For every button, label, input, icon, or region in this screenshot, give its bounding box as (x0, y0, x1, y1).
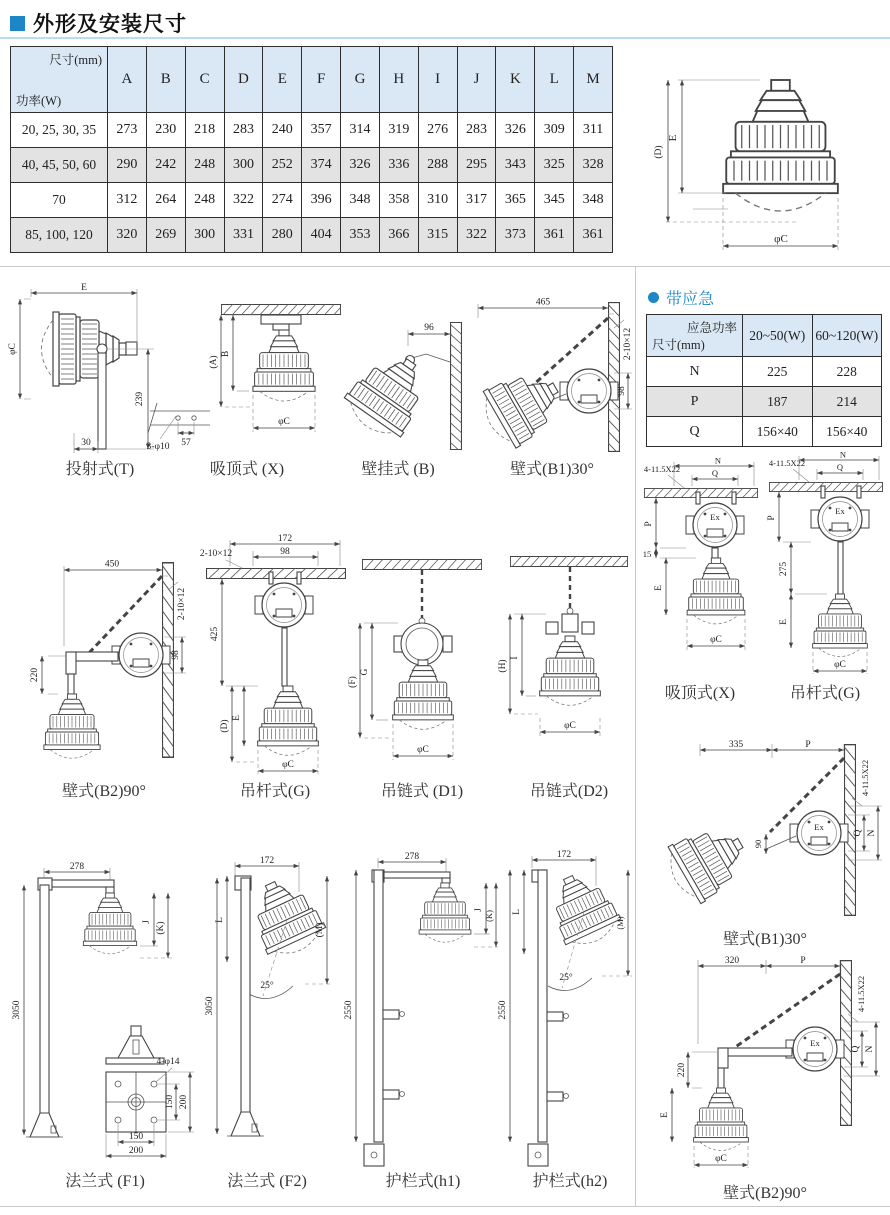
dim-value: 348 (574, 183, 613, 218)
dim-label: J (474, 908, 484, 912)
col-header: B (146, 47, 185, 113)
dim-label: G (360, 668, 370, 676)
page-title: 外形及安装尺寸 (33, 13, 187, 36)
col-header: G (341, 47, 380, 113)
dim-label: (K) (156, 921, 166, 935)
dim-value: 264 (146, 183, 185, 218)
dim-label: 2-10×12 (177, 587, 187, 621)
dim-value: 187 (743, 387, 813, 417)
drawing-ex-b1 (642, 736, 888, 922)
divider (0, 1206, 890, 1207)
ceiling-hatch (207, 568, 346, 579)
junction-box (811, 497, 869, 541)
dim-label: 25° (260, 981, 274, 991)
drawing-ex-diaogan (763, 449, 888, 678)
dim-label: φC (564, 721, 576, 731)
lamp-front (393, 660, 454, 729)
dim-value: 300 (224, 148, 263, 183)
dim-label: 335 (728, 740, 744, 750)
lamp-front (419, 883, 471, 942)
ex-mark: Ex (814, 822, 824, 832)
col-header: 60~120(W) (812, 315, 882, 357)
dim-label: (K) (484, 910, 494, 922)
dim-label: 4-11.5X22 (860, 759, 870, 797)
drawing-overview (648, 52, 886, 264)
lamp-tilted (474, 359, 571, 453)
dim-value: 218 (185, 113, 224, 148)
col-header: L (535, 47, 574, 113)
dim-label: (M) (315, 922, 325, 938)
dim-label: 3-φ10 (146, 442, 170, 452)
dim-value: 336 (379, 148, 418, 183)
lamp-tilted (540, 865, 624, 954)
corner-cell (11, 47, 108, 113)
dim-value: 314 (341, 113, 380, 148)
dim-value: 326 (341, 148, 380, 183)
dim-value: 230 (146, 113, 185, 148)
caption-hulan-h2: 护栏式(h2) (532, 1173, 608, 1190)
drawing-ex-b2 (642, 954, 888, 1176)
lamp-tilted (338, 342, 439, 445)
drawing-falan-F2 (205, 856, 337, 1162)
caption-ex-b2: 壁式(B2)90° (723, 1185, 807, 1202)
dim-value: 156×40 (743, 417, 813, 447)
dim-label: 2-10×12 (199, 549, 233, 559)
dim-label: E (232, 715, 242, 721)
row-header: P (647, 387, 743, 417)
wall-hatch (450, 322, 462, 450)
dim-value: 319 (379, 113, 418, 148)
col-header: A (108, 47, 147, 113)
dim-value: 328 (574, 148, 613, 183)
dim-label: 278 (404, 852, 420, 862)
dim-label: 98 (171, 650, 181, 660)
dim-value: 156×40 (812, 417, 882, 447)
dim-label: 172 (556, 850, 572, 860)
dim-value: 361 (535, 218, 574, 253)
dim-value: 322 (457, 218, 496, 253)
dim-label: P (767, 515, 777, 521)
dim-label: 220 (677, 1062, 687, 1078)
junction-box (255, 583, 313, 627)
dim-value: 252 (263, 148, 302, 183)
ceiling-hatch (644, 488, 758, 498)
junction-box (686, 503, 744, 547)
dimension-table (10, 46, 613, 253)
ex-mark: Ex (835, 506, 845, 516)
dim-value: 290 (108, 148, 147, 183)
caption-ex-diaogan: 吊杆式(G) (789, 685, 861, 702)
lamp-front (694, 1088, 749, 1151)
row-header: 40, 45, 50, 60 (11, 148, 108, 183)
dim-label: N (865, 1045, 875, 1053)
dim-label: φC (710, 635, 722, 645)
dim-value: 273 (108, 113, 147, 148)
dim-label: I (510, 656, 520, 660)
dim-label: L (215, 917, 225, 923)
drawing-diaolian-D1 (348, 554, 492, 772)
ceiling-hatch (510, 556, 628, 567)
dim-value: 373 (496, 218, 535, 253)
dim-value: 288 (418, 148, 457, 183)
caption-ex-xiding: 吸顶式(X) (664, 685, 736, 702)
table-row (647, 417, 882, 447)
ceiling-hatch (362, 559, 482, 570)
dim-label: E (81, 283, 87, 293)
dim-label: 465 (535, 297, 551, 308)
dim-label: Q (711, 468, 719, 478)
dim-label: 4-11.5X22 (643, 464, 681, 474)
dim-value: 248 (185, 183, 224, 218)
caption-bigua: 壁挂式 (B) (361, 461, 435, 478)
dim-value: 309 (535, 113, 574, 148)
dim-value: 274 (263, 183, 302, 218)
col-header: M (574, 47, 613, 113)
dim-label: E (660, 1112, 670, 1118)
table-row (647, 387, 882, 417)
dim-label: (D) (654, 145, 664, 159)
row-header: 70 (11, 183, 108, 218)
dim-value: 357 (302, 113, 341, 148)
dim-value: 374 (302, 148, 341, 183)
dim-value: 228 (812, 357, 882, 387)
header-row (11, 47, 613, 113)
dim-label: 2550 (498, 1000, 508, 1020)
lamp-front (540, 636, 601, 705)
dim-label: P (644, 521, 654, 527)
dim-label: (D) (220, 719, 230, 733)
dim-value: 331 (224, 218, 263, 253)
dim-label: E (779, 619, 789, 625)
dim-label: φC (278, 417, 290, 427)
col-header: D (224, 47, 263, 113)
corner-top-label: 应急功率 (686, 321, 737, 335)
dim-value: 396 (302, 183, 341, 218)
dim-label: 4-11.5X22 (768, 458, 806, 468)
drawing-bishi-B2 (12, 556, 200, 771)
dim-label: 25° (559, 973, 573, 983)
corner-top-label: 尺寸(mm) (49, 53, 102, 67)
dim-label: J (142, 920, 152, 924)
dim-label: 172 (277, 534, 293, 544)
col-header: H (379, 47, 418, 113)
dim-value: 300 (185, 218, 224, 253)
dim-label: 220 (30, 667, 40, 683)
dim-label: (M) (615, 916, 625, 930)
drawing-hulan-h1 (344, 850, 500, 1168)
dim-value: 366 (379, 218, 418, 253)
lamp-front (687, 558, 745, 624)
dim-label: N (867, 829, 877, 837)
dim-label: 275 (779, 561, 789, 577)
dim-label: 150 (165, 1094, 175, 1110)
ex-mark: Ex (810, 1038, 820, 1048)
dim-value: 404 (302, 218, 341, 253)
dim-value: 283 (224, 113, 263, 148)
junction-box (786, 1027, 844, 1071)
dim-value: 315 (418, 218, 457, 253)
dim-value: 240 (263, 113, 302, 148)
caption-xiding: 吸顶式 (X) (209, 461, 285, 478)
row-header: 85, 100, 120 (11, 218, 108, 253)
dim-label: Q (853, 829, 863, 837)
ceiling-hatch (221, 304, 341, 315)
dim-value: 310 (418, 183, 457, 218)
dim-label: E (654, 585, 664, 591)
dim-value: 312 (108, 183, 147, 218)
dim-label: 425 (210, 626, 220, 642)
drawing-bigua-B (328, 316, 474, 456)
corner-bottom-label: 尺寸(mm) (652, 338, 705, 352)
caption-toushe: 投射式(T) (65, 461, 135, 478)
caption-falan-f2: 法兰式 (F2) (227, 1173, 307, 1190)
col-header: J (457, 47, 496, 113)
junction-box (790, 811, 848, 855)
caption-falan-f1: 法兰式 (F1) (65, 1173, 145, 1190)
caption-diaolian-d2: 吊链式(D2) (529, 783, 609, 800)
lamp-front (253, 330, 315, 401)
lamp-tilted (241, 870, 330, 963)
col-header: F (302, 47, 341, 113)
dim-label: 15 (642, 549, 652, 559)
dim-label: P (805, 740, 811, 750)
dim-label: 96 (424, 323, 434, 333)
caption-ex-b1: 壁式(B1)30° (723, 931, 807, 948)
dim-value: 320 (108, 218, 147, 253)
dim-value: 345 (535, 183, 574, 218)
dim-label: 2-10×12 (623, 327, 633, 361)
header-row (647, 315, 882, 357)
dim-label: 4-φ14 (156, 1057, 180, 1067)
junction-box (112, 633, 170, 677)
dim-value: 361 (574, 218, 613, 253)
table-row (11, 113, 613, 148)
emergency-section-header (648, 286, 714, 309)
corner-cell (647, 315, 743, 357)
dim-label: 3050 (205, 996, 215, 1016)
dim-value: 326 (496, 113, 535, 148)
dim-label: φC (715, 1154, 727, 1164)
emergency-section-title: 带应急 (666, 291, 715, 308)
lamp-tilted (659, 815, 756, 909)
row-header: N (647, 357, 743, 387)
dim-label: 200 (179, 1094, 189, 1110)
dim-value: 269 (146, 218, 185, 253)
col-header: 20~50(W) (743, 315, 813, 357)
dim-label: φC (282, 760, 294, 770)
dim-value: 317 (457, 183, 496, 218)
dim-label: Q (851, 1045, 861, 1053)
col-header: C (185, 47, 224, 113)
dim-value: 214 (812, 387, 882, 417)
dim-label: 57 (181, 438, 191, 448)
ex-mark: Ex (710, 512, 720, 522)
dim-label: N (839, 449, 847, 460)
table-row (11, 183, 613, 218)
caption-bishi-b2: 壁式(B2)90° (62, 783, 146, 800)
ceiling-hatch (769, 482, 883, 492)
divider (0, 266, 890, 267)
caption-diaolian-d1: 吊链式 (D1) (380, 783, 464, 800)
caption-bishi-b1: 壁式(B1)30° (510, 461, 594, 478)
table-row (647, 357, 882, 387)
dim-label: B (221, 350, 231, 358)
corner-bottom-label: 功率(W) (16, 94, 62, 108)
col-header: I (418, 47, 457, 113)
lamp-front (723, 80, 838, 211)
title-square-icon (10, 16, 25, 31)
dim-value: 311 (574, 113, 613, 148)
dim-value: 348 (341, 183, 380, 218)
dim-label: 3050 (12, 1000, 22, 1020)
dim-label: (A) (209, 355, 219, 369)
row-header: 20, 25, 30, 35 (11, 113, 108, 148)
dim-label: 172 (259, 856, 275, 866)
dim-value: 343 (496, 148, 535, 183)
dim-value: 325 (535, 148, 574, 183)
dim-label: N (714, 455, 722, 466)
table-row (11, 218, 613, 253)
dim-label: φC (834, 660, 846, 670)
lamp-front (258, 686, 319, 755)
dim-label: 4-11.5X22 (856, 975, 866, 1013)
dim-label: 200 (128, 1146, 144, 1156)
dim-label: φC (774, 233, 788, 245)
dim-label: 98 (280, 547, 290, 557)
dim-value: 322 (224, 183, 263, 218)
dim-value: 248 (185, 148, 224, 183)
dim-label: 278 (69, 862, 85, 872)
drawing-hulan-h2 (500, 850, 642, 1168)
dim-label: (H) (498, 659, 508, 673)
drawing-diaogan-G (198, 534, 353, 779)
dim-label: 2550 (344, 1000, 354, 1020)
table-row (11, 148, 613, 183)
dim-label: 450 (104, 559, 120, 570)
dim-label: 239 (135, 391, 145, 407)
dim-label: φC (417, 745, 429, 755)
dim-value: 283 (457, 113, 496, 148)
col-header: E (263, 47, 302, 113)
lamp-front (813, 594, 868, 657)
drawing-falan-F1 (10, 860, 202, 1162)
dim-label: (F) (348, 676, 358, 688)
dim-label: 98 (617, 386, 627, 396)
dim-value: 295 (457, 148, 496, 183)
dim-value: 365 (496, 183, 535, 218)
dim-value: 358 (379, 183, 418, 218)
dim-label: 90 (753, 839, 763, 849)
drawing-diaolian-D2 (498, 552, 637, 772)
dim-value: 242 (146, 148, 185, 183)
caption-hulan-h1: 护栏式(h1) (385, 1173, 461, 1190)
dim-label: 30 (81, 438, 91, 448)
dim-label: L (512, 909, 522, 915)
title-underline (0, 37, 890, 39)
dim-value: 276 (418, 113, 457, 148)
lamp-front (83, 893, 136, 954)
lamp-front (44, 694, 100, 758)
drawing-bishi-B1 (468, 294, 640, 458)
drawing-toushe-T (8, 283, 214, 457)
bullet-icon (648, 292, 659, 303)
col-header: K (496, 47, 535, 113)
row-header: Q (647, 417, 743, 447)
dim-label: E (667, 134, 679, 142)
emergency-table (646, 314, 882, 447)
dim-value: 225 (743, 357, 813, 387)
caption-diaogan-g: 吊杆式(G) (239, 783, 311, 800)
dim-label: 150 (128, 1132, 144, 1142)
dim-value: 280 (263, 218, 302, 253)
dim-label: P (800, 956, 806, 966)
dim-label: φC (8, 343, 18, 355)
page-title-bar (10, 8, 187, 38)
dim-label: 320 (724, 956, 740, 966)
dim-label: Q (836, 462, 844, 472)
drawing-ex-xiding (638, 455, 763, 674)
dim-value: 353 (341, 218, 380, 253)
